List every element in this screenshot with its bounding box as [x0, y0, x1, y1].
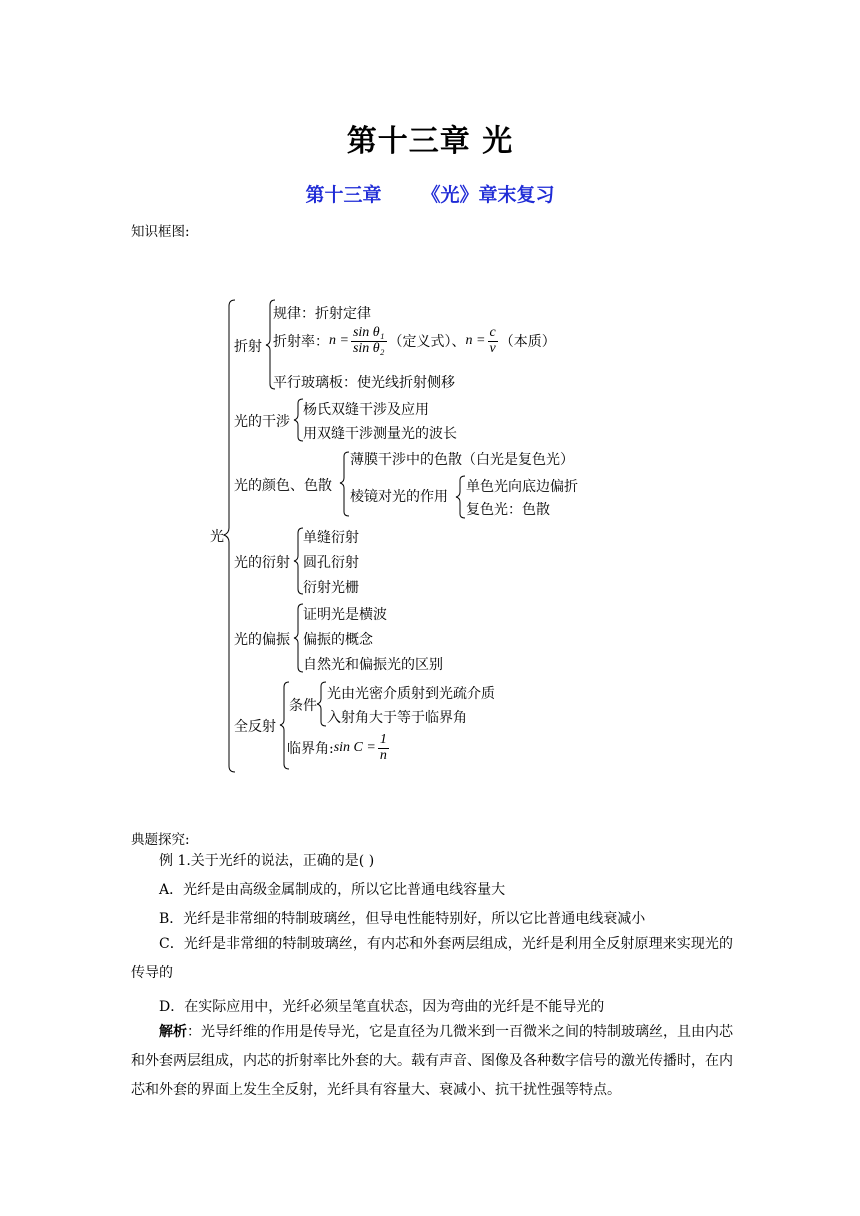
condition-item: 入射角大于等于临界角: [327, 710, 467, 726]
polarization-item: 偏振的概念: [303, 632, 373, 648]
framework-label: 知识框图:: [131, 224, 190, 240]
refraction-index-lhs2: n =: [465, 333, 486, 349]
critical-prefix: 临界角:: [287, 741, 334, 758]
prism-item: 单色光向底边偏折: [466, 479, 578, 495]
prism-label: 棱镜对光的作用: [350, 489, 448, 505]
polarization-item: 自然光和偏振光的区别: [303, 657, 443, 673]
polarization-label: 光的偏振: [234, 632, 290, 648]
refraction-speed-numerator: c: [489, 325, 496, 340]
example-option-b: B．光纤是非常细的特制玻璃丝，但导电性能特别好，所以它比普通电线衰减小: [159, 911, 646, 927]
examples-label: 典题探究:: [131, 832, 190, 848]
analysis-label: 解析: [159, 1024, 187, 1040]
refraction-index: [273, 326, 556, 356]
example-question: 例 1.关于光纤的说法，正确的是( ): [159, 853, 375, 869]
prism-item: 复色光：色散: [466, 502, 550, 518]
polarization-brace: [294, 604, 303, 672]
polarization-item: 证明光是横波: [303, 607, 387, 623]
interference-item: 杨氏双缝干涉及应用: [303, 402, 429, 418]
refraction-speed-fraction: [488, 326, 498, 356]
diffraction-label: 光的衍射: [234, 555, 290, 571]
color-label: 光的颜色、色散: [234, 478, 332, 494]
example-analysis: [131, 1018, 733, 1105]
refraction-index-nature: （本质）: [499, 334, 556, 351]
root-brace: [224, 300, 235, 772]
example-option-d: D．在实际应用中，光纤必须呈笔直状态，因为弯曲的光纤是不能导光的: [159, 999, 605, 1015]
diffraction-brace: [294, 528, 303, 594]
tree-root: 光: [210, 529, 224, 545]
color-brace: [340, 452, 349, 516]
diffraction-item: 衍射光栅: [303, 580, 359, 596]
example-option-a: A．光纤是由高级金属制成的，所以它比普通电线容量大: [159, 882, 506, 898]
refraction-index-fraction: [351, 326, 387, 356]
refraction-index-def: （定义式）、: [388, 334, 466, 351]
refraction-index-prefix: 折射率：: [273, 334, 329, 351]
refraction-index-numerator: sin θ₁: [352, 325, 385, 340]
diffraction-item: 圆孔衍射: [303, 555, 359, 571]
critical-fraction: [378, 733, 389, 763]
critical-denominator: n: [379, 747, 387, 763]
diffraction-item: 单缝衍射: [303, 530, 359, 546]
refraction-glass: 平行玻璃板：使光线折射侧移: [273, 375, 455, 391]
example-option-c: C．光纤是非常细的特制玻璃丝，有内芯和外套两层组成，光纤是利用全反射原理来实现光的传导的: [131, 936, 733, 981]
total-reflection-label: 全反射: [234, 719, 276, 735]
prism-brace: [456, 476, 465, 518]
critical-lhs: sin C =: [333, 740, 376, 756]
refraction-label: 折射: [234, 339, 262, 355]
analysis-text: ：光导纤维的作用是传导光，它是直径为几微米到一百微米之间的特制玻璃丝，且由内芯和外套两层组成，内芯的折射率比外套的大。载有声音、图像及各种数字信号的激光传播时，在内芯和外套的界面上发生全反射，光纤具有容量大、衰减小、抗干扰性强等特点。: [131, 1024, 733, 1098]
interference-label: 光的干涉: [234, 414, 290, 430]
refraction-speed-denominator: v: [489, 340, 496, 356]
condition-item: 光由光密介质射到光疏介质: [327, 686, 495, 702]
section-chapter: 第十三章: [305, 184, 382, 206]
chapter-title: 第十三章 光: [346, 124, 514, 159]
interference-brace: [294, 399, 303, 441]
refraction-law: 规律：折射定律: [273, 306, 371, 322]
section-name: 《光》章末复习: [421, 184, 555, 206]
critical-numerator: 1: [379, 732, 387, 747]
interference-item: 用双缝干涉测量光的波长: [303, 426, 457, 442]
refraction-index-lhs: n =: [329, 333, 349, 349]
refraction-index-denominator: sin θ₂: [352, 340, 385, 356]
critical-angle: [287, 733, 391, 763]
condition-brace: [317, 682, 326, 726]
condition-label: 条件: [289, 698, 317, 714]
color-film: 薄膜干涉中的色散（白光是复色光）: [350, 452, 574, 468]
